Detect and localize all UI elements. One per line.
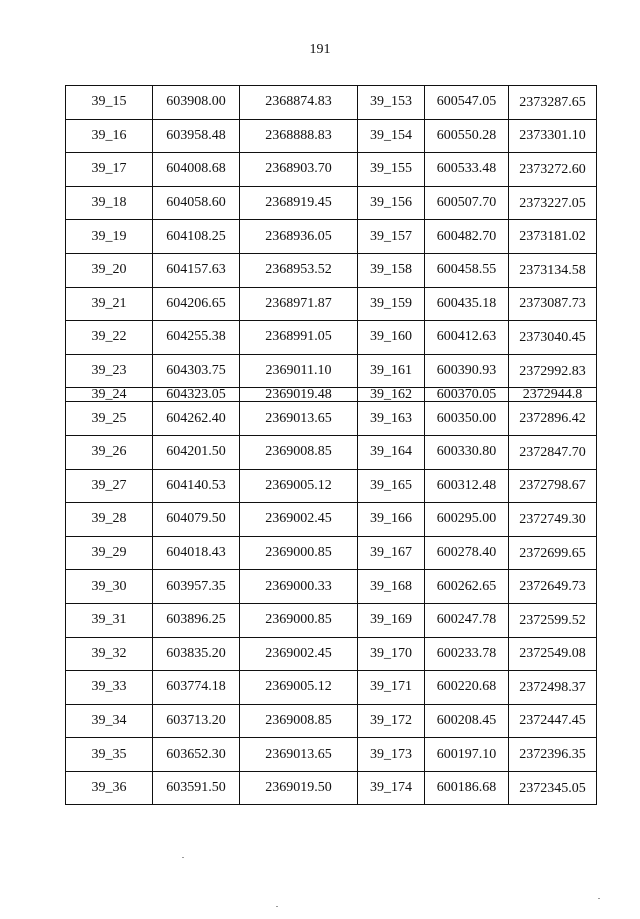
cell-point-id-right: 39_174 (358, 771, 425, 805)
cell-point-id-left: 39_19 (66, 220, 153, 254)
cell-x-right: 600390.93 (425, 354, 509, 388)
cell-x-left: 603652.30 (153, 738, 240, 772)
cell-y-left: 2368903.70 (240, 153, 358, 187)
cell-y-left: 2369002.45 (240, 503, 358, 537)
cell-point-id-left: 39_20 (66, 253, 153, 287)
cell-x-left: 604058.60 (153, 186, 240, 220)
table-row (66, 388, 597, 402)
cell-point-id-right: 39_163 (358, 402, 425, 436)
cell-x-left: 604108.25 (153, 220, 240, 254)
cell-y-left: 2369019.50 (240, 771, 358, 805)
cell-point-id-right: 39_169 (358, 603, 425, 637)
cell-x-left: 603774.18 (153, 671, 240, 705)
cell-x-left: 603896.25 (153, 603, 240, 637)
cell-point-id-right: 39_160 (358, 321, 425, 355)
cell-y-right: 2372699.65 (509, 536, 597, 570)
cell-y-right: 2372447.45 (509, 704, 597, 738)
coordinates-table-body (66, 86, 597, 805)
cell-y-right: 2373087.73 (509, 287, 597, 321)
cell-y-left: 2368874.83 (240, 86, 358, 120)
cell-point-id-right: 39_157 (358, 220, 425, 254)
table-row (66, 253, 597, 287)
cell-x-right: 600350.00 (425, 402, 509, 436)
cell-point-id-left: 39_28 (66, 503, 153, 537)
table-row (66, 220, 597, 254)
cell-point-id-right: 39_158 (358, 253, 425, 287)
cell-point-id-left: 39_15 (66, 86, 153, 120)
cell-x-right: 600412.63 (425, 321, 509, 355)
cell-x-right: 600312.48 (425, 469, 509, 503)
table-row (66, 186, 597, 220)
cell-x-left: 603835.20 (153, 637, 240, 671)
cell-point-id-left: 39_31 (66, 603, 153, 637)
table-row (66, 603, 597, 637)
cell-point-id-left: 39_33 (66, 671, 153, 705)
cell-point-id-left: 39_36 (66, 771, 153, 805)
cell-point-id-left: 39_35 (66, 738, 153, 772)
cell-point-id-left: 39_21 (66, 287, 153, 321)
table-row (66, 704, 597, 738)
cell-y-left: 2368953.52 (240, 253, 358, 287)
cell-y-right: 2373272.60 (509, 153, 597, 187)
coordinates-table (65, 85, 597, 805)
cell-x-right: 600278.40 (425, 536, 509, 570)
cell-point-id-left: 39_32 (66, 637, 153, 671)
cell-x-right: 600370.05 (425, 388, 509, 402)
cell-y-right: 2372749.30 (509, 503, 597, 537)
cell-x-right: 600220.68 (425, 671, 509, 705)
cell-y-right: 2372847.70 (509, 435, 597, 469)
cell-y-right: 2372992.83 (509, 354, 597, 388)
cell-point-id-left: 39_17 (66, 153, 153, 187)
cell-point-id-right: 39_153 (358, 86, 425, 120)
table-row (66, 671, 597, 705)
table-row (66, 119, 597, 153)
cell-x-left: 604323.05 (153, 388, 240, 402)
cell-point-id-left: 39_23 (66, 354, 153, 388)
table-row (66, 153, 597, 187)
cell-point-id-left: 39_22 (66, 321, 153, 355)
cell-x-left: 603591.50 (153, 771, 240, 805)
cell-point-id-right: 39_167 (358, 536, 425, 570)
cell-x-right: 600233.78 (425, 637, 509, 671)
cell-y-left: 2368936.05 (240, 220, 358, 254)
cell-x-left: 603957.35 (153, 570, 240, 604)
cell-point-id-left: 39_24 (66, 388, 153, 402)
table-row (66, 570, 597, 604)
cell-point-id-left: 39_29 (66, 536, 153, 570)
cell-y-right: 2372345.05 (509, 771, 597, 805)
cell-y-right: 2372498.37 (509, 671, 597, 705)
cell-x-right: 600435.18 (425, 287, 509, 321)
cell-x-right: 600482.70 (425, 220, 509, 254)
table-row (66, 354, 597, 388)
cell-point-id-right: 39_166 (358, 503, 425, 537)
cell-x-left: 604018.43 (153, 536, 240, 570)
cell-y-right: 2373181.02 (509, 220, 597, 254)
cell-y-right: 2372798.67 (509, 469, 597, 503)
cell-x-left: 603958.48 (153, 119, 240, 153)
cell-y-left: 2369005.12 (240, 671, 358, 705)
cell-x-left: 604008.68 (153, 153, 240, 187)
cell-y-left: 2369008.85 (240, 435, 358, 469)
cell-point-id-right: 39_162 (358, 388, 425, 402)
cell-x-left: 603908.00 (153, 86, 240, 120)
cell-y-right: 2372649.73 (509, 570, 597, 604)
cell-y-left: 2369002.45 (240, 637, 358, 671)
cell-point-id-left: 39_18 (66, 186, 153, 220)
cell-point-id-right: 39_154 (358, 119, 425, 153)
cell-point-id-left: 39_34 (66, 704, 153, 738)
cell-y-right: 2373134.58 (509, 253, 597, 287)
cell-y-right: 2372944.8 (509, 388, 597, 402)
cell-point-id-left: 39_16 (66, 119, 153, 153)
cell-point-id-left: 39_27 (66, 469, 153, 503)
cell-x-right: 600295.00 (425, 503, 509, 537)
cell-point-id-right: 39_165 (358, 469, 425, 503)
cell-y-left: 2368919.45 (240, 186, 358, 220)
cell-point-id-right: 39_168 (358, 570, 425, 604)
cell-point-id-right: 39_155 (358, 153, 425, 187)
cell-point-id-left: 39_30 (66, 570, 153, 604)
cell-y-left: 2368888.83 (240, 119, 358, 153)
cell-y-right: 2372896.42 (509, 402, 597, 436)
table-row (66, 738, 597, 772)
cell-y-right: 2373227.05 (509, 186, 597, 220)
cell-x-left: 604157.63 (153, 253, 240, 287)
cell-x-right: 600208.45 (425, 704, 509, 738)
table-row (66, 771, 597, 805)
table-row (66, 637, 597, 671)
cell-x-left: 604255.38 (153, 321, 240, 355)
cell-x-right: 600197.10 (425, 738, 509, 772)
cell-x-left: 604140.53 (153, 469, 240, 503)
cell-y-left: 2369008.85 (240, 704, 358, 738)
table-row (66, 469, 597, 503)
cell-y-left: 2369013.65 (240, 402, 358, 436)
cell-point-id-right: 39_156 (358, 186, 425, 220)
cell-x-right: 600458.55 (425, 253, 509, 287)
cell-x-right: 600507.70 (425, 186, 509, 220)
cell-y-right: 2372599.52 (509, 603, 597, 637)
cell-y-right: 2372549.08 (509, 637, 597, 671)
cell-point-id-left: 39_26 (66, 435, 153, 469)
cell-point-id-right: 39_172 (358, 704, 425, 738)
cell-y-left: 2369013.65 (240, 738, 358, 772)
table-row (66, 402, 597, 436)
cell-point-id-right: 39_170 (358, 637, 425, 671)
cell-x-right: 600550.28 (425, 119, 509, 153)
page-number: 191 (309, 42, 331, 57)
cell-y-left: 2369000.85 (240, 536, 358, 570)
cell-x-right: 600262.65 (425, 570, 509, 604)
cell-x-left: 603713.20 (153, 704, 240, 738)
cell-y-left: 2368991.05 (240, 321, 358, 355)
cell-point-id-right: 39_161 (358, 354, 425, 388)
cell-y-left: 2369000.33 (240, 570, 358, 604)
table-row (66, 536, 597, 570)
cell-y-left: 2369005.12 (240, 469, 358, 503)
scan-speck (598, 898, 600, 899)
table-row (66, 287, 597, 321)
table-row (66, 435, 597, 469)
cell-x-right: 600330.80 (425, 435, 509, 469)
cell-point-id-right: 39_171 (358, 671, 425, 705)
cell-y-left: 2368971.87 (240, 287, 358, 321)
cell-y-right: 2372396.35 (509, 738, 597, 772)
scan-speck (182, 857, 184, 858)
cell-y-right: 2373301.10 (509, 119, 597, 153)
cell-x-right: 600247.78 (425, 603, 509, 637)
cell-x-left: 604079.50 (153, 503, 240, 537)
cell-x-right: 600186.68 (425, 771, 509, 805)
cell-x-right: 600533.48 (425, 153, 509, 187)
cell-x-left: 604206.65 (153, 287, 240, 321)
cell-y-left: 2369000.85 (240, 603, 358, 637)
cell-x-left: 604262.40 (153, 402, 240, 436)
cell-point-id-left: 39_25 (66, 402, 153, 436)
scan-speck (276, 906, 278, 907)
cell-point-id-right: 39_173 (358, 738, 425, 772)
cell-x-left: 604201.50 (153, 435, 240, 469)
cell-y-right: 2373040.45 (509, 321, 597, 355)
table-row (66, 86, 597, 120)
cell-y-left: 2369011.10 (240, 354, 358, 388)
cell-x-left: 604303.75 (153, 354, 240, 388)
cell-y-right: 2373287.65 (509, 86, 597, 120)
cell-point-id-right: 39_164 (358, 435, 425, 469)
cell-x-right: 600547.05 (425, 86, 509, 120)
cell-point-id-right: 39_159 (358, 287, 425, 321)
cell-y-left: 2369019.48 (240, 388, 358, 402)
table-row (66, 321, 597, 355)
table-row (66, 503, 597, 537)
